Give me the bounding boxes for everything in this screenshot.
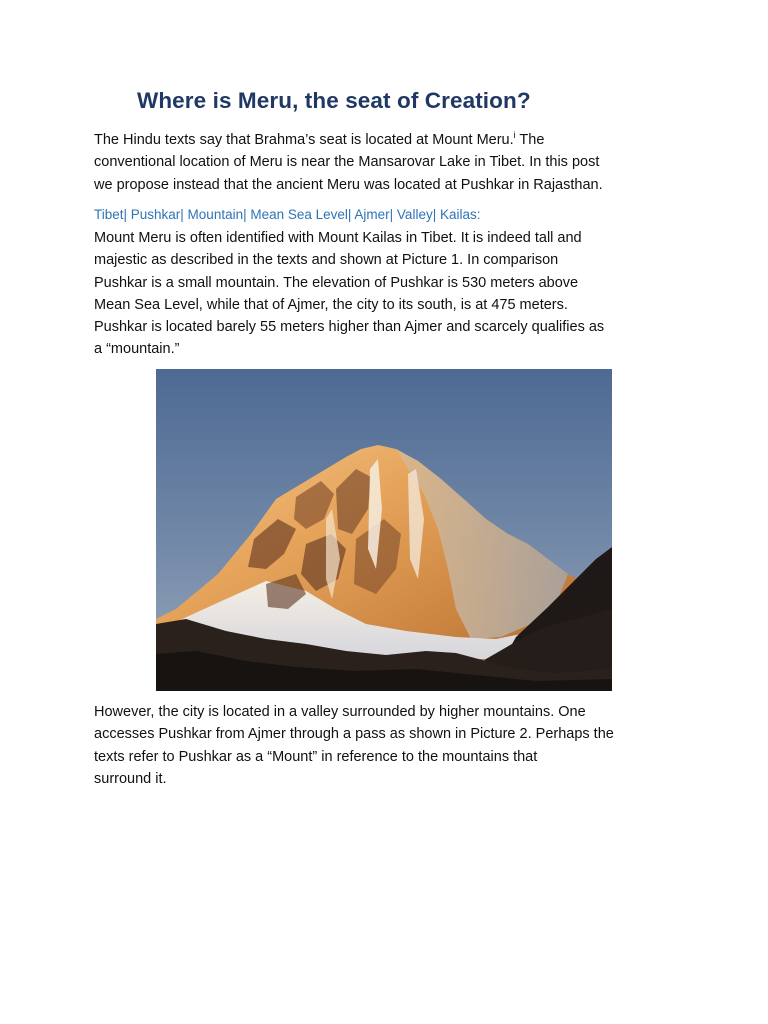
body1-line: majestic as described in the texts and shown at Picture 1. In comparison [94,252,559,269]
intro-line-3: we propose instead that the ancient Meru was located at Pushkar in Rajasthan. [94,176,603,193]
mount-kailas-photo [156,369,612,691]
body2-line: accesses Pushkar from Ajmer through a pass as shown in Picture 2. Perhaps the [94,726,614,743]
tag-list: Tibet| Pushkar| Mountain| Mean Sea Level| Ajmer| Valley| Kailas: [94,207,481,222]
intro-line-1 [94,129,684,151]
body1-line: Mount Meru is often identified with Mount Kailas in Tibet. It is indeed tall and [94,230,582,246]
body1-line: Mean Sea Level, while that of Ajmer, the city to its south, is at 475 meters. [94,296,568,313]
body2-line: texts refer to Pushkar as a “Mount” in reference to the mountains that [94,748,538,765]
intro-line-2: conventional location of Meru is near the Mansarovar Lake in Tibet. In this post [94,154,600,171]
body1-line: a “mountain.” [94,341,180,358]
body1-line: Pushkar is a small mountain. The elevation of Pushkar is 530 meters above [94,274,579,291]
body2-line: However, the city is located in a valley surrounded by higher mountains. One [94,704,586,720]
body-paragraph-2 [94,701,684,790]
body2-line: surround it. [94,770,167,787]
body-paragraph-1 [94,227,684,361]
intro-line-1-tail: The [515,132,545,148]
intro-line-1-text: The Hindu texts say that Brahma’s seat is located at Mount Meru. [94,132,514,148]
footnote-reference[interactable]: i [513,130,516,141]
body1-line: Pushkar is located barely 55 meters higher than Ajmer and scarcely qualifies as [94,319,605,336]
intro-paragraph [94,129,684,196]
page-title: Where is Meru, the seat of Creation? [137,88,531,113]
